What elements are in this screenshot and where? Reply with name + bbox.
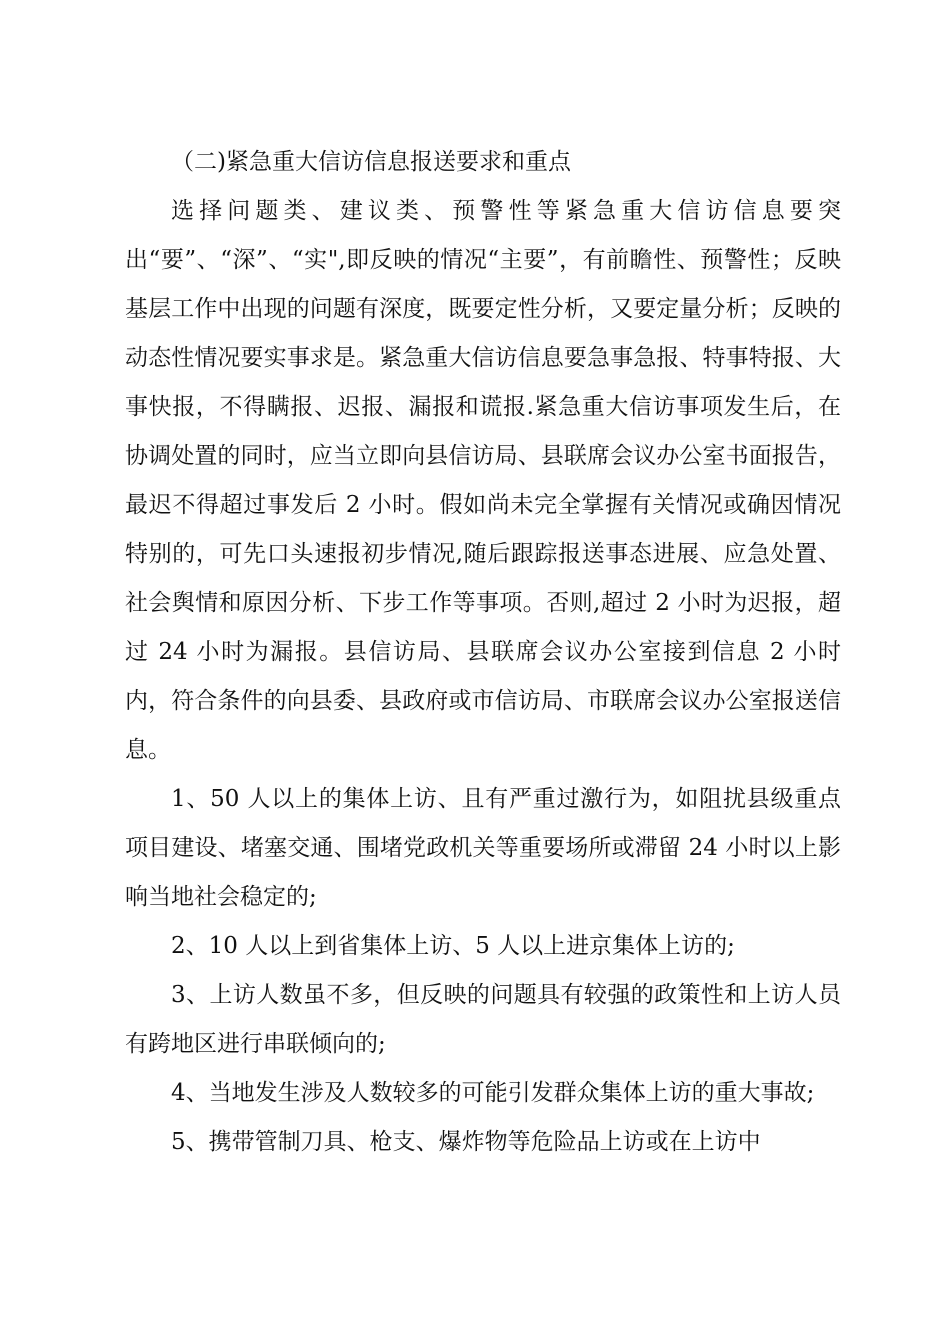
section-heading: （二)紧急重大信访信息报送要求和重点 (171, 149, 571, 175)
paragraph-requirements: 选择问题类、建议类、预警性等紧急重大信访信息要突出“要”、“深”、“实",即反映的情况“主要”，有前瞻性、预警性；反映基层工作中出现的问题有深度，既要定性分析，又要定量分析；反映的动态性情况要实事求是。紧急重大信访信息要急事急报、特事特报、大事快报，不得瞒报、迟报、漏报和谎报.紧急重大信访事项发生后，在协调处置的同时，应当立即向县信访局、县联席会议办公室书面报告，最迟不得超过事发后 2 小时。假如尚未完全掌握有关情况或确因情况特别的，可先口头速报初步情况,随后跟踪报送事态进展、应急处置、社会舆情和原因分析、下步工作等事项。否则,超过 2 小时为迟报，超过 24 小时为漏报。县信访局、县联席会议办公室接到信息 2 小时内，符合条件的向县委、县政府或市信访局、市联席会议办公室报送信息。 (125, 198, 841, 763)
list-item-1: 1、50 人以上的集体上访、且有严重过激行为，如阻扰县级重点项目建设、堵塞交通、围堵党政机关等重要场所或滞留 24 小时以上影响当地社会稳定的; (125, 786, 841, 910)
list-item-5: 5、携带管制刀具、枪支、爆炸物等危险品上访或在上访中 (171, 1129, 761, 1155)
document-body (125, 138, 841, 1167)
list-item-2: 2、10 人以上到省集体上访、5 人以上进京集体上访的; (171, 933, 735, 959)
list-item-3: 3、上访人数虽不多，但反映的问题具有较强的政策性和上访人员有跨地区进行串联倾向的; (125, 982, 841, 1057)
list-item-4: 4、当地发生涉及人数较多的可能引发群众集体上访的重大事故; (171, 1080, 815, 1106)
